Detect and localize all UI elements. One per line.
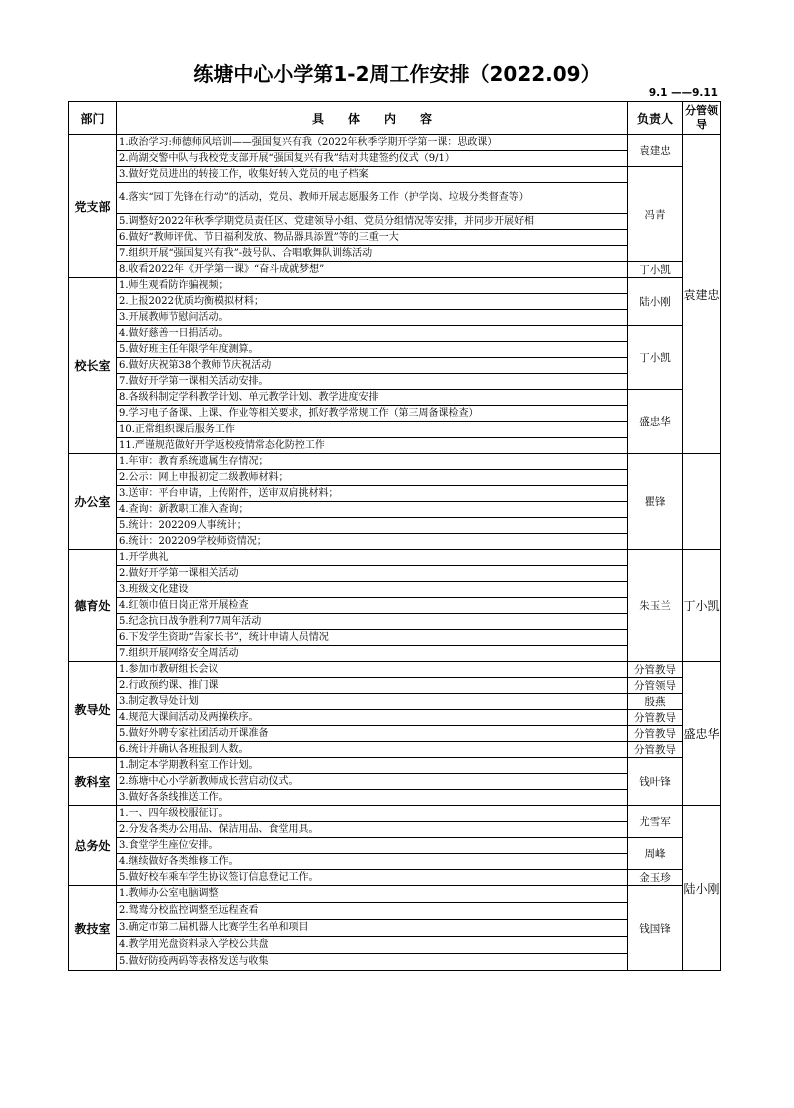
list-item: 7.组织开展网络安全周活动	[117, 646, 628, 662]
responsible-person: 朱玉兰	[628, 550, 683, 662]
table-row	[69, 183, 721, 214]
table-row	[69, 278, 721, 294]
list-item: 6.统计并确认各班报到人数。	[117, 742, 628, 758]
table-row	[69, 422, 721, 438]
list-item: 1.政治学习:师德师风培训——强国复兴有我（2022年秋季学期开学第一课：思政课）	[117, 135, 628, 151]
responsible-person: 分管教导	[628, 742, 683, 758]
list-item: 4.做好慈善一日捐活动。	[117, 326, 628, 342]
table-row	[69, 326, 721, 342]
list-item: 5.纪念抗日战争胜利77周年活动	[117, 614, 628, 630]
header-content: 具 体 内 容	[117, 102, 628, 135]
list-item: 11.严谨规范做好开学返校疫情常态化防控工作	[117, 438, 628, 454]
responsible-person: 分管教导	[628, 710, 683, 726]
responsible-person: 尤雪军	[628, 806, 683, 838]
responsible-person: 钱国锋	[628, 886, 683, 971]
header-row	[69, 102, 721, 135]
table-row	[69, 167, 721, 183]
table-row	[69, 710, 721, 726]
table-row	[69, 390, 721, 406]
list-item: 3.食堂学生座位安排。	[117, 838, 628, 854]
responsible-person: 金玉珍	[628, 870, 683, 886]
table-row	[69, 454, 721, 470]
table-row	[69, 678, 721, 694]
table-row	[69, 470, 721, 486]
list-item: 1.开学典礼	[117, 550, 628, 566]
table-row	[69, 758, 721, 774]
table-row	[69, 662, 721, 678]
list-item: 2.鸳鸯分校监控调整至远程查看	[117, 903, 628, 920]
dept-moral: 德育处	[69, 550, 117, 662]
list-item: 7.做好开学第一课相关活动安排。	[117, 374, 628, 390]
date-range: 9.1 ——9.11	[648, 87, 718, 99]
header-dept: 部门	[69, 102, 117, 135]
table-row	[69, 582, 721, 598]
table-row	[69, 230, 721, 246]
list-item: 4.继续做好各类维修工作。	[117, 854, 628, 870]
list-item: 4.红领巾值日岗正常开展检查	[117, 598, 628, 614]
dept-research: 教科室	[69, 758, 117, 806]
table-row	[69, 806, 721, 822]
responsible-person: 袁建忠	[628, 135, 683, 167]
list-item: 3.开展教师节慰问活动。	[117, 310, 628, 326]
table-row	[69, 822, 721, 838]
responsible-person: 分管领导	[628, 678, 683, 694]
table-row	[69, 438, 721, 454]
list-item: 2.练塘中心小学新教师成长营启动仪式。	[117, 774, 628, 790]
list-item: 2.分发各类办公用品、保洁用品、食堂用具。	[117, 822, 628, 838]
list-item: 1.师生观看防诈骗视频；	[117, 278, 628, 294]
list-item: 2.做好开学第一课相关活动	[117, 566, 628, 582]
list-item: 6.做好庆祝第38个教师节庆祝活动	[117, 358, 628, 374]
table-row	[69, 870, 721, 886]
leader-2: 丁小凯	[683, 550, 721, 662]
leader-4: 陆小刚	[683, 806, 721, 971]
table-row	[69, 630, 721, 646]
list-item: 3.送审：平台申请，上传附件，送审双肩挑材料；	[117, 486, 628, 502]
list-item: 3.制定教导处计划	[117, 694, 628, 710]
dept-principal: 校长室	[69, 278, 117, 454]
list-item: 2.尚湖交警中队与我校党支部开展“强国复兴有我”结对共建签约仪式（9/1）	[117, 151, 628, 167]
table-row	[69, 214, 721, 230]
list-item: 5.做好防疫两码等表格发送与收集	[117, 954, 628, 971]
list-item: 6.做好“教师评优、节日福利发放、物品器具添置”等的三重一大	[117, 230, 628, 246]
list-item: 1.制定本学期教科室工作计划。	[117, 758, 628, 774]
list-item: 3.做好党员进出的转接工作，收集好转入党员的电子档案	[117, 167, 628, 183]
list-item: 4.教学用光盘资料录入学校公共盘	[117, 937, 628, 954]
leader-3: 盛忠华	[683, 662, 721, 806]
dept-tech: 教技室	[69, 886, 117, 971]
responsible-person: 盛忠华	[628, 390, 683, 454]
list-item: 3.做好各条线推送工作。	[117, 790, 628, 806]
list-item: 5.统计：202209人事统计；	[117, 518, 628, 534]
list-item: 1.教师办公室电脑调整	[117, 886, 628, 903]
list-item: 4.落实“园丁先锋在行动”的活动，党员、教师开展志愿服务工作（护学岗、垃圾分类督查等）	[117, 183, 628, 214]
list-item: 5.做好校车乘车学生协议签订信息登记工作。	[117, 870, 628, 886]
table-row	[69, 374, 721, 390]
list-item: 10.正常组织课后服务工作	[117, 422, 628, 438]
list-item: 5.做好班主任年限学年度测算。	[117, 342, 628, 358]
page-title: 练塘中心小学第1-2周工作安排（2022.09）	[193, 62, 601, 86]
table-row	[69, 406, 721, 422]
table-row	[69, 920, 721, 937]
table-row	[69, 646, 721, 662]
header-lead: 分管领导	[683, 102, 721, 135]
leader-empty	[683, 454, 721, 550]
table-row	[69, 854, 721, 870]
list-item: 3.确定市第二届机器人比赛学生名单和项目	[117, 920, 628, 937]
table-row	[69, 358, 721, 374]
list-item: 1.一、四年级校服征订。	[117, 806, 628, 822]
table-row	[69, 294, 721, 310]
dept-general: 总务处	[69, 806, 117, 886]
list-item: 9.学习电子备课、上课、作业等相关要求，抓好教学常规工作（第三周备课检查）	[117, 406, 628, 422]
dept-office: 办公室	[69, 454, 117, 550]
table-row	[69, 838, 721, 854]
responsible-person: 周峰	[628, 838, 683, 870]
list-item: 8.各级科制定学科教学计划、单元教学计划、教学进度安排	[117, 390, 628, 406]
responsible-person: 丁小凯	[628, 326, 683, 390]
responsible-person: 冯青	[628, 167, 683, 262]
list-item: 6.下发学生资助“告家长书”，统计申请人员情况	[117, 630, 628, 646]
table-row	[69, 903, 721, 920]
responsible-person: 丁小凯	[628, 262, 683, 278]
list-item: 6.统计：202209学校师资情况；	[117, 534, 628, 550]
responsible-person: 分管教导	[628, 726, 683, 742]
table-row	[69, 742, 721, 758]
table-row	[69, 694, 721, 710]
table-row	[69, 598, 721, 614]
list-item: 7.组织开展“强国复兴有我”-鼓号队、合唱歌舞队训练活动	[117, 246, 628, 262]
table-row	[69, 886, 721, 903]
table-row	[69, 486, 721, 502]
table-row	[69, 342, 721, 358]
table-row	[69, 135, 721, 151]
table-row	[69, 566, 721, 582]
list-item: 4.规范大课间活动及两操秩序。	[117, 710, 628, 726]
table-row	[69, 726, 721, 742]
list-item: 1.年审：教育系统遗属生存情况；	[117, 454, 628, 470]
table-row	[69, 774, 721, 790]
list-item: 2.上报2022优质均衡模拟材料；	[117, 294, 628, 310]
table-row	[69, 502, 721, 518]
table-row	[69, 310, 721, 326]
list-item: 4.查询：新教职工准入查询；	[117, 502, 628, 518]
table-row	[69, 937, 721, 954]
responsible-person: 钱叶锋	[628, 758, 683, 806]
list-item: 3.班级文化建设	[117, 582, 628, 598]
list-item: 1.参加市教研组长会议	[117, 662, 628, 678]
responsible-person: 陆小刚	[628, 278, 683, 326]
dept-teaching: 教导处	[69, 662, 117, 758]
table-row	[69, 246, 721, 262]
responsible-person: 殷燕	[628, 694, 683, 710]
table-row	[69, 790, 721, 806]
table-row	[69, 262, 721, 278]
responsible-person: 瞿锋	[628, 454, 683, 550]
table-row	[69, 151, 721, 167]
list-item: 2.行政预约课、推门课	[117, 678, 628, 694]
table-row	[69, 550, 721, 566]
responsible-person: 分管教导	[628, 662, 683, 678]
leader-1: 袁建忠	[683, 135, 721, 454]
list-item: 8.收看2022年《开学第一课》“奋斗成就梦想”	[117, 262, 628, 278]
header-resp: 负责人	[628, 102, 683, 135]
table-row	[69, 534, 721, 550]
list-item: 5.调整好2022年秋季学期党员责任区、党建领导小组、党员分组情况等安排，并同步开展好相	[117, 214, 628, 230]
dept-party: 党支部	[69, 135, 117, 278]
schedule-table	[68, 101, 721, 971]
table-row	[69, 518, 721, 534]
list-item: 2.公示：网上申报初定二级教师材料；	[117, 470, 628, 486]
table-row	[69, 954, 721, 971]
table-row	[69, 614, 721, 630]
list-item: 5.做好外聘专家社团活动开课准备	[117, 726, 628, 742]
